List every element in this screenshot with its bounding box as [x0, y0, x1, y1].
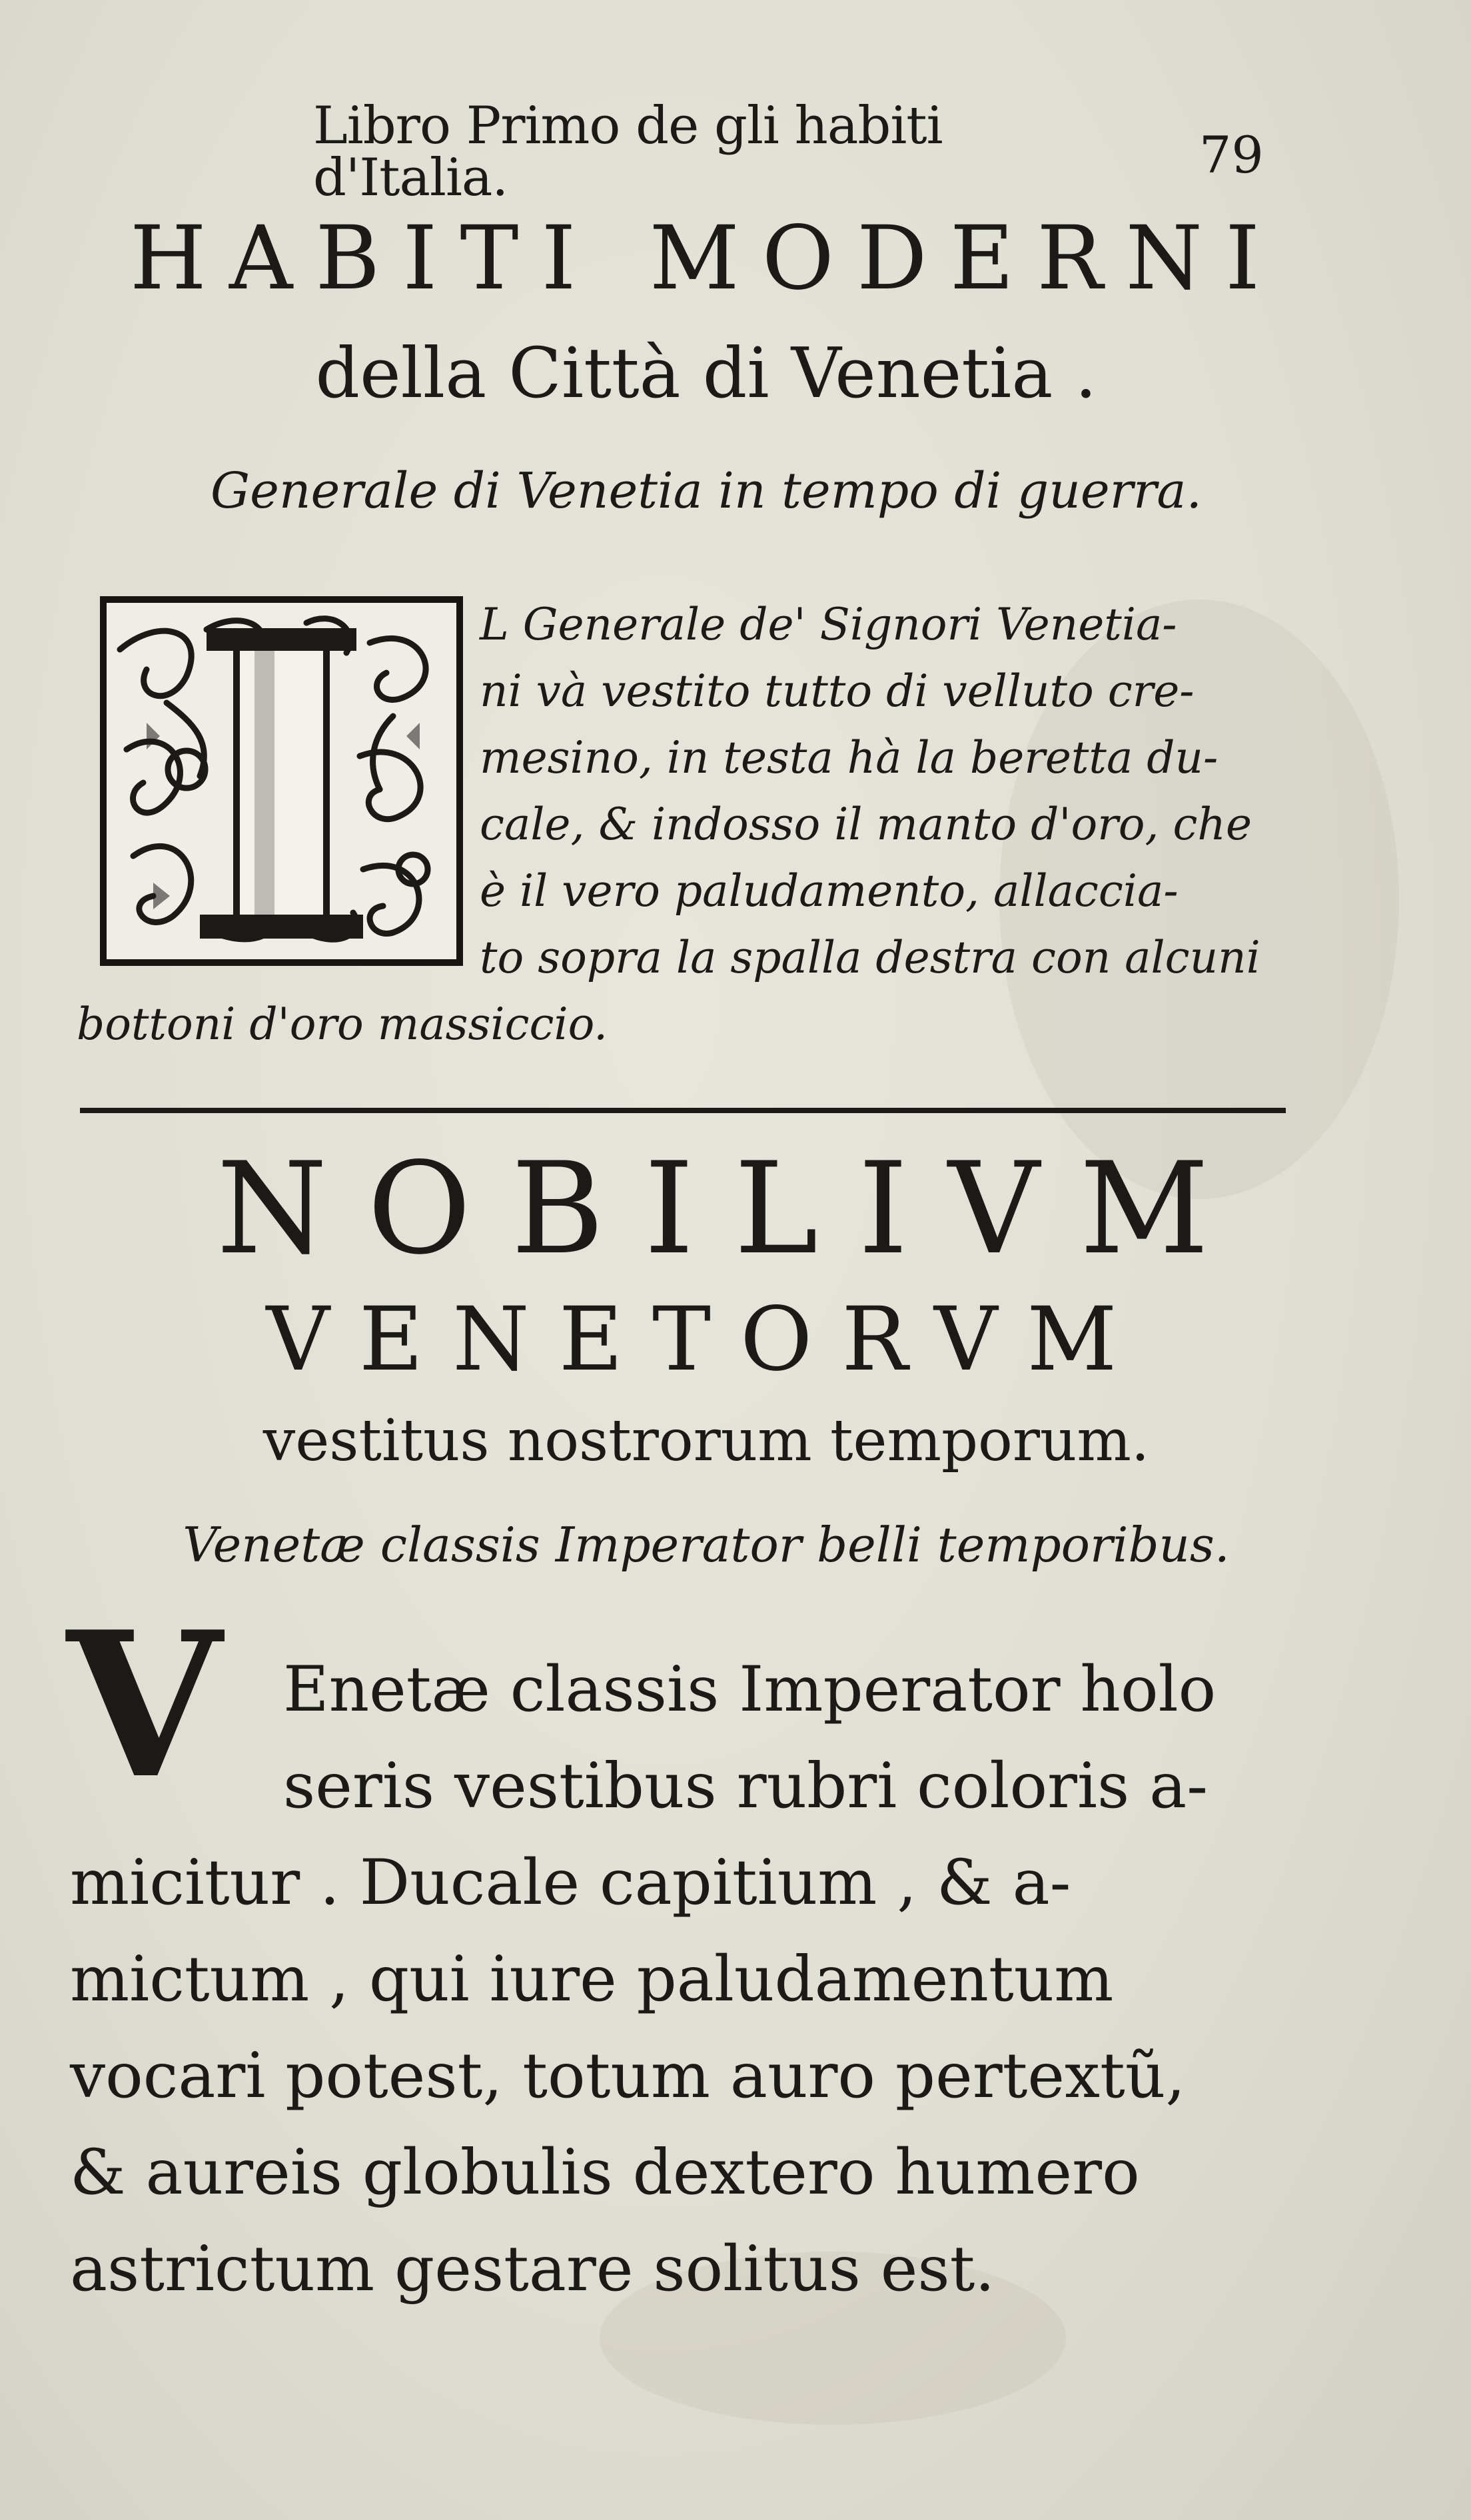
italian-line: L Generale de' Signori Venetia-: [480, 599, 1177, 650]
italian-line: bottoni d'oro massiccio.: [77, 999, 608, 1050]
ornamental-initial-i: [100, 596, 463, 966]
latin-line: vocari potest, totum auro pertextũ,: [70, 2040, 1186, 2112]
latin-subtitle: vestitus nostrorum temporum.: [262, 1408, 1150, 1474]
page-number: 79: [1199, 125, 1264, 185]
italian-line: cale, & indosso il manto d'oro, che: [480, 799, 1252, 850]
italian-section-heading: Generale di Venetia in tempo di guerra.: [210, 462, 1203, 520]
italian-line: è il vero paludamento, allaccia-: [480, 865, 1179, 917]
latin-line: astrictum gestare solitus est.: [70, 2233, 995, 2306]
section-divider: [80, 1108, 1286, 1113]
page-title: HABITI MODERNI: [129, 207, 1283, 310]
italian-line: mesino, in testa hà la beretta du-: [480, 732, 1219, 783]
latin-title: NOBILIVM: [217, 1135, 1249, 1282]
latin-section-heading: Venetæ classis Imperator belli temporibus.: [183, 1517, 1230, 1573]
latin-line: & aureis globulis dextero humero: [70, 2136, 1140, 2209]
drop-cap-v: V: [67, 1587, 222, 1823]
latin-line: micitur . Ducale capitium , & a-: [70, 1847, 1071, 1919]
running-head: Libro Primo de gli habiti d'Italia.: [313, 96, 943, 208]
italian-line: to sopra la spalla destra con alcuni: [480, 932, 1260, 983]
italian-line: ni và vestito tutto di velluto cre-: [480, 665, 1195, 717]
latin-line: mictum , qui iure paludamentum: [70, 1943, 1114, 2016]
latin-title-line-2: VENETORVM: [266, 1288, 1147, 1391]
latin-line: Enetæ classis Imperator holo: [283, 1653, 1217, 1726]
ornamental-initial-icon: [107, 603, 456, 959]
latin-line: seris vestibus rubri coloris a-: [283, 1750, 1208, 1823]
page-subtitle: della Città di Venetia .: [315, 332, 1097, 414]
